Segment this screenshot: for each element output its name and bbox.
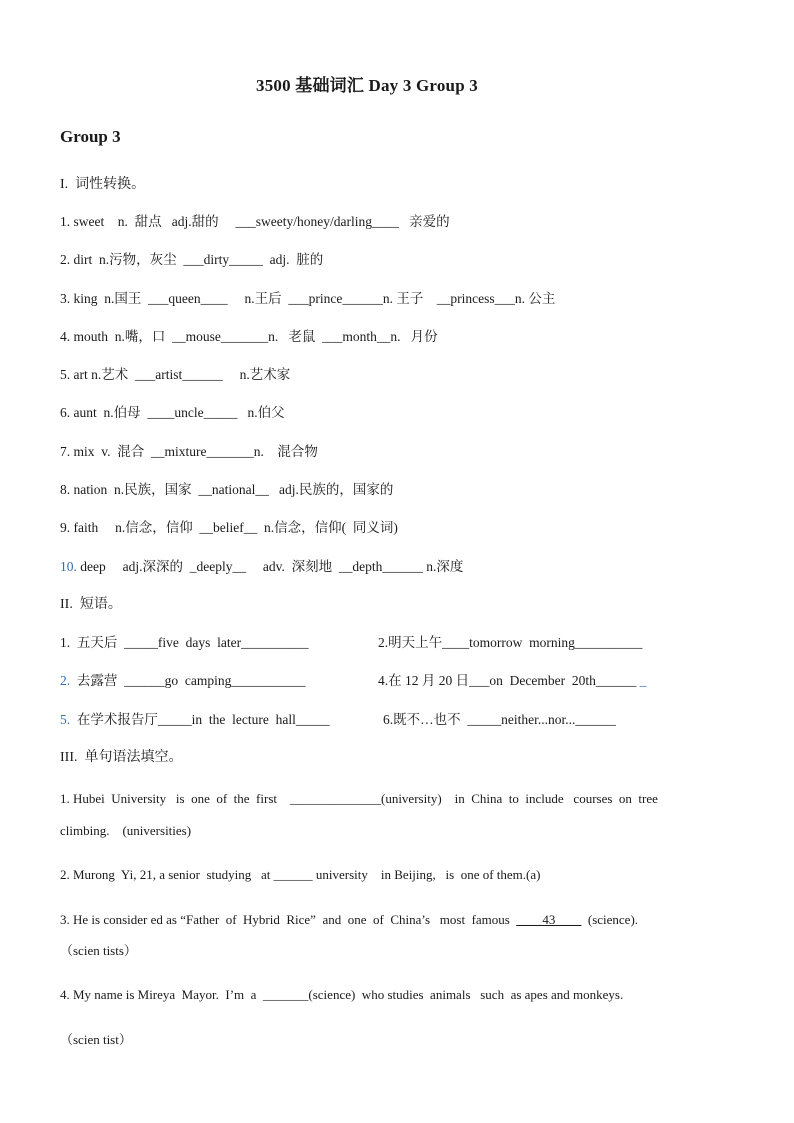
list-item	[60, 290, 555, 308]
phrase-left: 去露营 ______go camping___________	[70, 673, 306, 688]
item-number: 7.	[60, 444, 71, 459]
item-number: 5.	[60, 712, 71, 727]
question-3-answer: ____43____	[516, 912, 582, 927]
item-text: mix v. 混合 __mixture_______n. 混合物	[70, 444, 318, 459]
list-item	[60, 366, 290, 384]
item-number: 1.	[60, 635, 71, 650]
item-number: 6.	[60, 405, 71, 420]
page-title: 3500 基础词汇 Day 3 Group 3	[256, 76, 478, 95]
phrase-row	[60, 711, 330, 729]
phrase-row	[60, 634, 309, 652]
item-text: mouth n.嘴，口 __mouse_______n. 老鼠 ___month__n. 月份	[70, 329, 438, 344]
group-title: Group 3	[60, 127, 121, 146]
question-3-tail: (science).	[581, 912, 639, 927]
item-text: sweet n. 甜点 adj.甜的 ___sweety/honey/darling____ 亲爱的	[70, 214, 450, 229]
list-item	[60, 404, 285, 422]
phrase-row	[60, 672, 306, 690]
list-item	[60, 481, 393, 499]
phrase-right: 2.明天上午____tomorrow morning__________	[378, 635, 643, 650]
item-text: king n.国王 ___queen____ n.王后 ___prince______n. 王子 __princess___n. 公主	[70, 291, 556, 306]
section-3-heading: III. 单句语法填空。	[60, 750, 183, 765]
question-1-line-1: 1. Hubei University is one of the first ______________(university) in China to include courses on tree	[60, 791, 658, 806]
phrase-right: 6.既不…也不 _____neither...nor...______	[383, 712, 616, 727]
phrase-right-tail: _	[636, 673, 647, 688]
item-number: 3.	[60, 291, 71, 306]
question-3-text: 3. He is consider ed as “Father of Hybrid Rice” and one of China’s most famous	[60, 912, 517, 927]
section-2-heading: II. 短语。	[60, 597, 122, 612]
item-number: 10.	[60, 559, 77, 574]
phrase-right	[378, 672, 646, 690]
item-text: dirt n.污物，灰尘 ___dirty_____ adj. 脏的	[70, 252, 324, 267]
item-number: 8.	[60, 482, 71, 497]
list-item	[60, 558, 463, 576]
section-1-heading: I. 词性转换。	[60, 177, 146, 192]
question-1-line-2: climbing. (universities)	[60, 823, 192, 838]
item-number: 2.	[60, 252, 71, 267]
item-number: 4.	[60, 329, 71, 344]
list-item	[60, 519, 398, 537]
item-number: 2.	[60, 673, 71, 688]
item-text: nation n.民族，国家 __national__ adj.民族的，国家的	[70, 482, 394, 497]
question-2: 2. Murong Yi, 21, a senior studying at ______ university in Beijing, is one of them.(a)	[60, 867, 541, 882]
list-item	[60, 251, 323, 269]
list-item	[60, 443, 318, 461]
item-number: 1.	[60, 214, 71, 229]
list-item	[60, 213, 450, 231]
item-text: faith n.信念，信仰 __belief__ n.信念，信仰( 同义词)	[70, 520, 398, 535]
item-number: 5.	[60, 367, 71, 382]
question-3-line-2: （scien tists）	[60, 943, 137, 958]
item-number: 9.	[60, 520, 71, 535]
item-text: deep adj.深深的 _deeply__ adv. 深刻地 __depth______ n.深度	[76, 559, 464, 574]
phrase-left: 在学术报告厅_____in the lecture hall_____	[70, 712, 330, 727]
phrase-left: 五天后 _____five days later__________	[70, 635, 309, 650]
list-item	[60, 328, 438, 346]
question-4: 4. My name is Mireya Mayor. I’m a _______(science) who studies animals such as apes and monkeys.	[60, 987, 624, 1002]
item-text: aunt n.伯母 ____uncle_____ n.伯父	[70, 405, 285, 420]
question-3-line-1	[60, 911, 638, 929]
item-text: art n.艺术 ___artist______ n.艺术家	[70, 367, 291, 382]
question-4-line-2: （scien tist）	[60, 1032, 132, 1047]
phrase-right-text: 4.在 12 月 20 日___on December 20th______	[378, 673, 637, 688]
